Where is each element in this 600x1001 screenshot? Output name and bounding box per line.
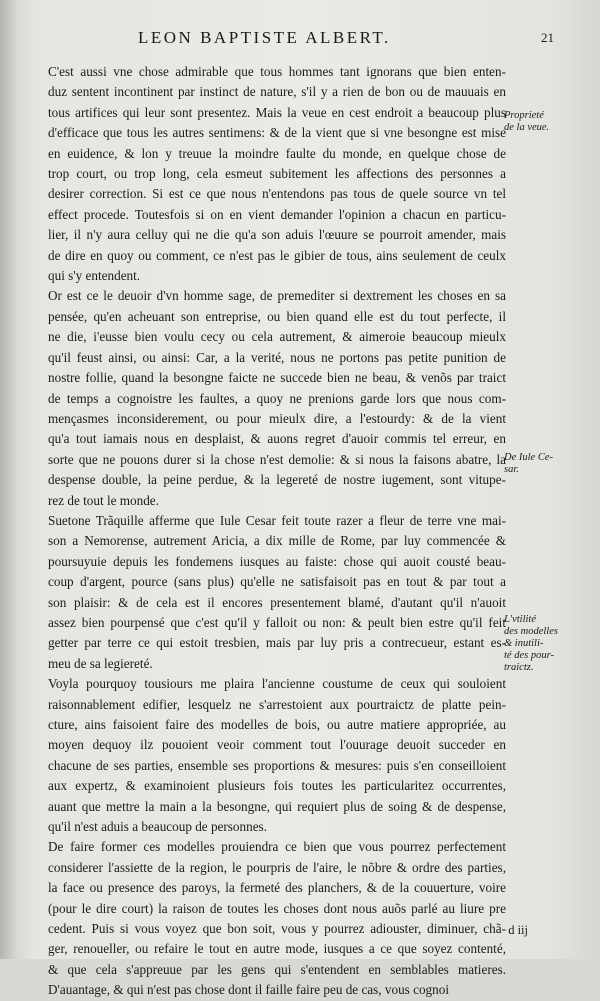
text-line: cture, ains faisoient faire des modelles de bois, ou autre matiere appropriée, au <box>48 717 506 732</box>
text-line: trop court, ou trop long, cela esmeut subitement les affections des personnes a <box>48 166 506 182</box>
text-line: considerer l'assiette de la region, le pourpris de l'aire, le nõbre & ordre des parties, <box>48 859 506 875</box>
text-line: poursuyuie depuis les fondemens iusques au faiste: chose qui auoit cousté beau- <box>48 553 506 569</box>
text-line: getter par terre ce qui estoit tresbien, mais par luy pris a contrecueur, estant es- <box>48 635 506 651</box>
text-line: lier, il n'y aura celluy qui ne die qu'a son aduis l'œuure se pourroit amender, mais <box>48 227 506 243</box>
text-line: duz sentent incontinent par instinct de nature, s'il y a rien de bon ou de mauuais en <box>48 84 506 100</box>
text-line: meu de sa legiereté. <box>48 655 153 671</box>
text-line: Suetone Trãquille afferme que Iule Cesar feit toute razer a fleur de terre vne mai- <box>48 512 506 528</box>
margin-note-line: de la veue. <box>504 122 550 133</box>
text-line: qu'il n'est aduis a beaucoup de personnes. <box>48 819 267 835</box>
text-line: Or est ce le deuoir d'vn homme sage, de premediter si dextrement les choses en sa <box>48 288 506 304</box>
text-line: C'est aussi vne chose admirable que tous hommes tant ignorans que bien enten- <box>48 64 506 79</box>
text-line: & que cela s'appreuue par les gens qui s'entendent en semblables matieres. <box>48 961 506 977</box>
text-line: la face ou presence des paroys, la fermeté des planchers, & de la couuerture, voire <box>48 880 506 896</box>
text-line: raisonnablement edifier, lesquelz ne s'arrestoient aux pourtraictz de platte pein- <box>48 696 506 712</box>
text-line: en euidence, & lon y treuue la moindre faulte du monde, en quelque chose de <box>48 145 506 161</box>
text-line: ger, renoueller, ou refaire le tout en autre mode, iusques a ce que soyez contenté, <box>48 941 506 957</box>
margin-note-line: & inutili- <box>504 638 544 649</box>
text-line: aux expertz, & examinoient plusieurs fois toutes les particularitez occurrentes, <box>48 778 506 794</box>
text-line: effect procede. Toutesfois si on en vient demander l'opinion a chacun en particu- <box>48 206 506 222</box>
margin-note-line: L'vtilité <box>504 614 536 625</box>
text-line: nostre follie, quand la besongne faicte ne succede bien ne beau, & venõs par traict <box>48 370 506 386</box>
paragraph <box>48 62 506 286</box>
text-line: D'auantage, & qui n'est pas chose dont il faille faire peu de cas, vous cognoi <box>48 982 449 998</box>
text-line: son plaisir: & de cela est il encores presentement blamé, d'autant qu'il n'auoit <box>48 594 506 610</box>
folio-number: 21 <box>541 30 554 45</box>
margin-note-line: De Iule Ce- <box>504 452 553 463</box>
paragraph <box>48 286 506 510</box>
text-line: coup d'argent, pource (sans plus) qu'elle ne satisfaisoit pas en tout & par tout a <box>48 574 506 590</box>
signature-mark: d iij <box>508 923 528 937</box>
text-line: desirer correction. Si est ce que nous n'entendons pas tous de quele source vn tel <box>48 186 506 202</box>
gutter-shadow <box>0 0 18 959</box>
text-line: qu'a tout iamais nous en desplaist, & auons regret d'auoir commis tel erreur, en <box>48 431 506 447</box>
margin-note-line: des modelles <box>504 626 558 637</box>
page-header <box>48 28 558 52</box>
text-line: De faire former ces modelles prouiendra ce bien que vous pourrez perfectement <box>48 839 506 855</box>
paragraph <box>48 674 506 837</box>
text-line: pensée, qu'en acheuant son entreprise, ou bien quand elle est du tout perfecte, il <box>48 308 506 324</box>
text-line: Voyla pourquoy tousiours me plaira l'ancienne coustume de ceux qui souloient <box>48 676 506 692</box>
text-line: qui s'y entendent. <box>48 268 141 284</box>
margin-note-line: té des pour- <box>504 650 554 661</box>
text-line: (pour le dire court) la raison de toutes les choses dont nous auõs parlé au liure pre <box>48 900 506 916</box>
text-line: cedent. Puis si vous voyez que bon soit, vous y pourrez adiouster, diminuer, chã- <box>48 921 506 937</box>
text-line: de dire en quoy ou comment, ce n'est pas le gibier de tous, ains seulement de ceulx <box>48 247 506 263</box>
margin-note-line: traictz. <box>504 662 534 673</box>
text-line: qu'il feust ainsi, ou ainsi: Car, a la verité, nous ne portons pas petite punition de <box>48 349 506 365</box>
text-line: mençasmes inconsiderement, ou pour mieulx dire, a l'estourdy: & de la vient <box>48 410 506 426</box>
text-line: tous artifices qui leur sont presentez. Mais la veue en cest endroit a beaucoup plus <box>48 104 506 120</box>
margin-note-line: Proprieté <box>504 110 544 121</box>
margin-note-iule-cesar <box>504 452 564 476</box>
margin-note-vtilite-modelles <box>504 614 564 674</box>
text-line: chacune de ses parties, ensemble ses proportions & mesures: puis s'en conseilloient <box>48 757 506 773</box>
text-line: assez bien pourpensé que c'est qu'il y falloit ou non: & peult bien estre qu'il feit <box>48 614 506 630</box>
text-line: d'efficace que tous les autres sentimens: & de la vient que si vne besongne est mise <box>48 125 506 141</box>
text-line: de temps a cognoistre les faultes, a quoy ne prenions garde lors que nous com- <box>48 390 506 406</box>
body-text <box>48 62 506 1001</box>
text-line: moyen dequoy ilz pouoient veoir comment tout l'ouurage deuoit succeder en <box>48 737 506 753</box>
text-line: son a Nemorense, autrement Aricia, a dix mille de Rome, par luy commencée & <box>48 533 506 549</box>
margin-note-line: sar. <box>504 464 519 475</box>
margin-note-proprieté <box>504 110 564 134</box>
text-line: ne die, i'eusse bien voulu cecy ou cela autrement, & aimeroie beaucoup mieulx <box>48 329 506 345</box>
text-line: auant que mettre la main a la besongne, qui requiert plus de soing & de despense, <box>48 798 506 814</box>
text-line: rez de tout le monde. <box>48 492 159 508</box>
text-line: despense double, la peine perdue, & la legereté de nostre iugement, sont vitupe- <box>48 472 506 488</box>
paragraph <box>48 511 506 674</box>
text-line: sorte que ne pouons durer si la chose n'est demolie: & si nous la faisons abatre, la <box>48 451 506 467</box>
running-title: LEON BAPTISTE ALBERT. <box>138 28 391 47</box>
paragraph <box>48 837 506 1000</box>
